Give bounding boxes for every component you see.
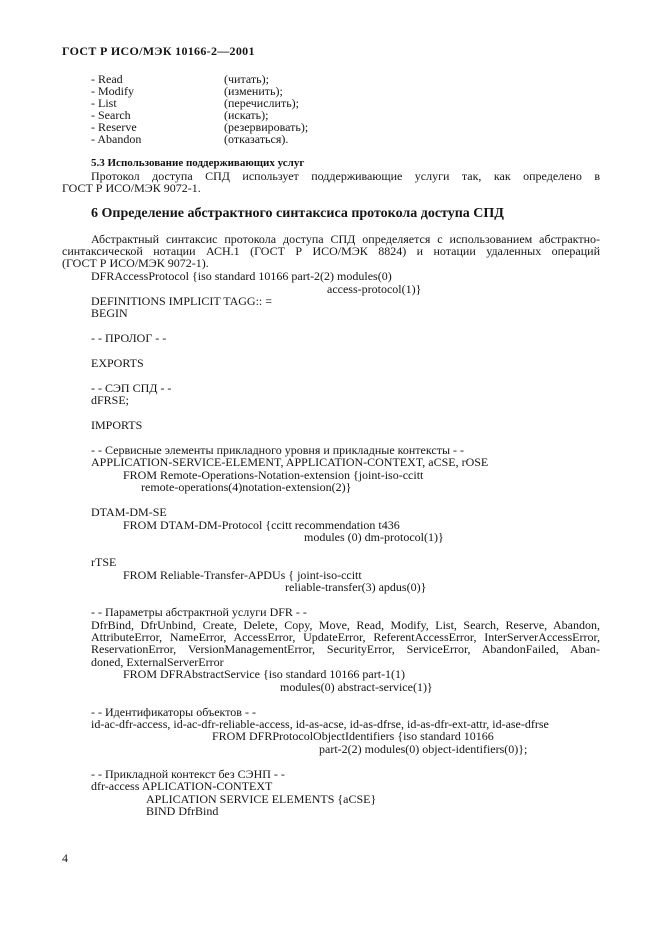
paragraph-line: синтаксической нотации АСН.1 (ГОСТ Р ИСО/МЭК 8824) и нотации удаленных операций <box>62 244 600 258</box>
operation-gloss: (резервировать); <box>224 120 309 134</box>
asn-from-clause: FROM Reliable-Transfer-APDUs { joint-iso-ccitt <box>123 568 362 582</box>
asn-context-definition: dfr-access APLICATION-CONTEXT <box>91 779 273 793</box>
operation-name: - Abandon <box>91 132 142 146</box>
asn-exports: EXPORTS <box>91 356 144 370</box>
asn-comment-oid: - - Идентификаторы объектов - - <box>91 705 256 719</box>
running-header: ГОСТ Р ИСО/МЭК 10166-2—2001 <box>62 44 255 58</box>
asn-import-list: id-ac-dfr-access, id-ac-dfr-reliable-access, id-as-acse, id-as-dfrse, id-as-dfr-ext-attr, id-ase-dfrse <box>91 717 549 731</box>
asn-import-item: DTAM-DM-SE <box>91 505 167 519</box>
operation-gloss: (изменить); <box>224 84 283 98</box>
operation-name: - Search <box>91 108 131 122</box>
paragraph-line: Протокол доступа СПД использует поддерживающие услуги так, как определено в <box>91 169 600 183</box>
asn-from-clause-cont: modules (0) dm-protocol(1)} <box>304 530 444 544</box>
asn-from-clause: FROM DFRAbstractService {iso standard 10166 part-1(1) <box>123 667 406 681</box>
operation-name: - List <box>91 96 117 110</box>
asn-context-ase: APLICATION SERVICE ELEMENTS {aCSE} <box>146 792 377 806</box>
asn-import-list: doned, ExternalServerError <box>91 655 224 669</box>
asn-comment-params: - - Параметры абстрактной услуги DFR - - <box>91 605 307 619</box>
asn-import-list: AttributeError, NameError, AccessError, UpdateError, ReferentAccessError, InterServerAccessError, <box>91 630 600 644</box>
asn-import-list: ReservationError, VersionManagementError, SecurityError, ServiceError, AbandonFailed, Aban- <box>91 642 600 656</box>
page-number: 4 <box>62 851 68 865</box>
asn-import-item: rTSE <box>91 555 117 569</box>
asn-import-list: DfrBind, DfrUnbind, Create, Delete, Copy, Move, Read, Modify, List, Search, Reserve, Abandon, <box>91 618 600 632</box>
asn-module-header: DFRAccessProtocol {iso standard 10166 part-2(2) modules(0) <box>91 269 392 283</box>
operation-name: - Reserve <box>91 120 137 134</box>
asn-imports: IMPORTS <box>91 418 143 432</box>
asn-export-item: dFRSE; <box>91 393 130 407</box>
paragraph-line: (ГОСТ Р ИСО/МЭК 9072-1). <box>62 256 209 270</box>
asn-from-clause-cont: part-2(2) modules(0) object-identifiers(0)}; <box>319 742 528 756</box>
asn-module-header-cont: access-protocol(1)} <box>327 282 422 296</box>
asn-from-clause-cont: remote-operations(4)notation-extension(2)} <box>141 480 352 494</box>
asn-context-bind: BIND DfrBind <box>146 804 219 818</box>
operation-gloss: (отказаться). <box>224 132 289 146</box>
paragraph-line: Абстрактный синтаксис протокола доступа СПД определяется с использованием абстрактно- <box>91 232 600 246</box>
operation-gloss: (искать); <box>224 108 269 122</box>
asn-from-clause-cont: reliable-transfer(3) apdus(0)} <box>285 580 427 594</box>
section-heading-5-3: 5.3 Использование поддерживающих услуг <box>91 157 305 169</box>
asn-import-list: APPLICATION-SERVICE-ELEMENT, APPLICATION-CONTEXT, aCSE, rOSE <box>91 455 489 469</box>
operation-gloss: (перечислить); <box>224 96 300 110</box>
asn-from-clause: FROM Remote-Operations-Notation-extension {joint-iso-ccitt <box>123 468 424 482</box>
asn-comment-ase: - - Сервисные элементы прикладного уровня и прикладные контексты - - <box>91 443 465 457</box>
asn-from-clause: FROM DFRProtocolObjectIdentifiers {iso standard 10166 <box>212 729 494 743</box>
asn-from-clause-cont: modules(0) abstract-service(1)} <box>280 680 433 694</box>
asn-comment-sep: - - СЭП СПД - - <box>91 381 172 395</box>
operation-name: - Read <box>91 72 123 86</box>
asn-comment-prolog: - - ПРОЛОГ - - <box>91 331 167 345</box>
paragraph-line: ГОСТ Р ИСО/МЭК 9072-1. <box>62 181 201 195</box>
asn-definitions: DEFINITIONS IMPLICIT TAGG:: = <box>91 294 273 308</box>
asn-begin: BEGIN <box>91 306 128 320</box>
operation-name: - Modify <box>91 84 134 98</box>
asn-comment-context: - - Прикладной контекст без СЭНП - - <box>91 767 285 781</box>
section-heading-6: 6 Определение абстрактного синтаксиса протокола доступа СПД <box>91 206 504 221</box>
operation-gloss: (читать); <box>224 72 269 86</box>
asn-from-clause: FROM DTAM-DM-Protocol {ccitt recommendation t436 <box>123 518 400 532</box>
